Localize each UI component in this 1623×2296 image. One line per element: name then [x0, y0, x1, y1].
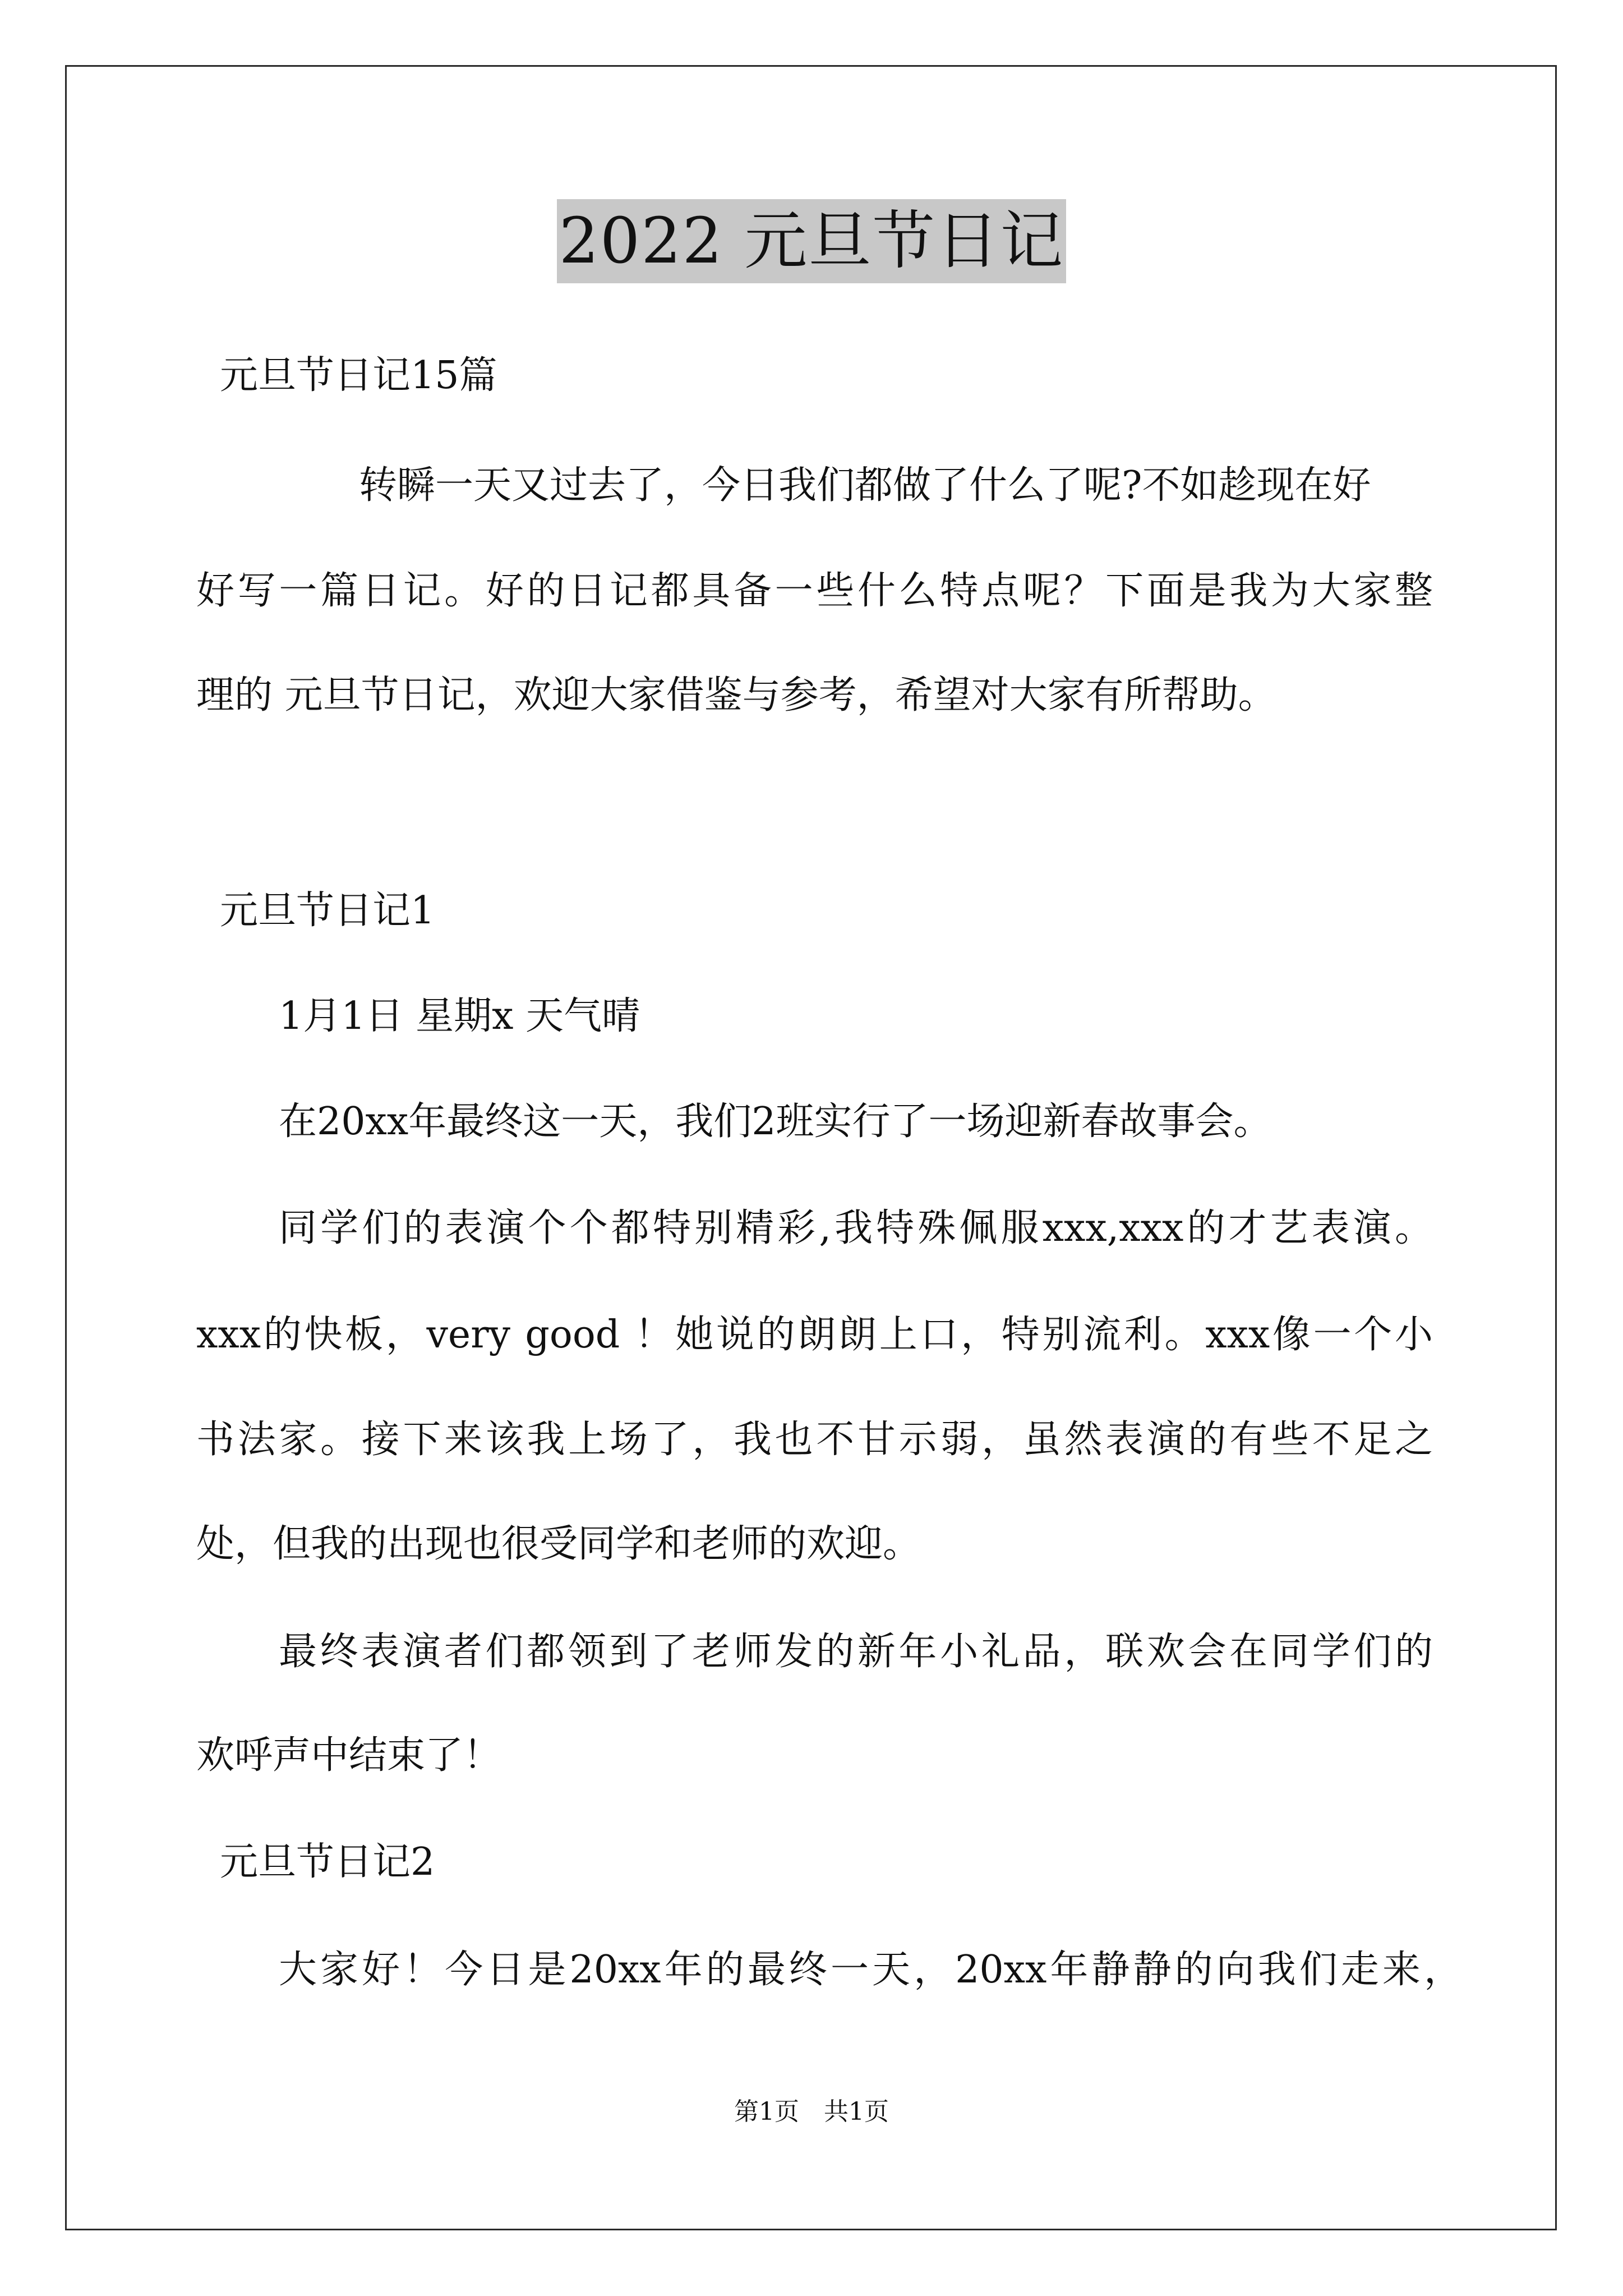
diary1-para2-line1: 同学们的表演个个都特别精彩,我特殊佩服xxx,xxx的才艺表演。 [279, 1206, 1433, 1250]
diary2-para1-line1: 大家好！今日是20xx年的最终一天，20xx年静静的向我们走来， [279, 1948, 1462, 1992]
diary1-para3-line1: 最终表演者们都领到了老师发的新年小礼品，联欢会在同学们的 [279, 1630, 1433, 1674]
diary1-para3-line2: 欢呼声中结束了！ [196, 1733, 502, 1778]
diary1-para1: 在20xx年最终这一天，我们2班实行了一场迎新春故事会。 [279, 1099, 1272, 1144]
diary1-heading: 元旦节日记1 [220, 889, 435, 933]
intro-line-1: 转瞬一天又过去了，今日我们都做了什么了呢?不如趁现在好 [359, 463, 1371, 508]
diary1-para2-line3: 书法家。接下来该我上场了，我也不甘示弱，虽然表演的有些不足之 [196, 1418, 1433, 1462]
diary1-para2-line4: 处，但我的出现也很受同学和老师的欢迎。 [196, 1522, 921, 1566]
diary1-para2-line2: xxx的快板，very good ！她说的朗朗上口，特别流利。xxx像一个小 [196, 1313, 1433, 1357]
diary2-heading: 元旦节日记2 [220, 1840, 435, 1884]
intro-line-3: 理的 元旦节日记，欢迎大家借鉴与参考，希望对大家有所帮助。 [196, 673, 1276, 717]
diary1-date-line: 1月1日 星期x 天气晴 [279, 994, 640, 1038]
title-wrap [0, 199, 1623, 283]
intro-line-2: 好写一篇日记。好的日记都具备一些什么特点呢？下面是我为大家整 [196, 569, 1433, 613]
document-title: 2022 元旦节日记 [557, 199, 1067, 283]
subtitle: 元旦节日记15篇 [220, 353, 497, 398]
page-footer: 第1页 共1页 [734, 2097, 889, 2126]
